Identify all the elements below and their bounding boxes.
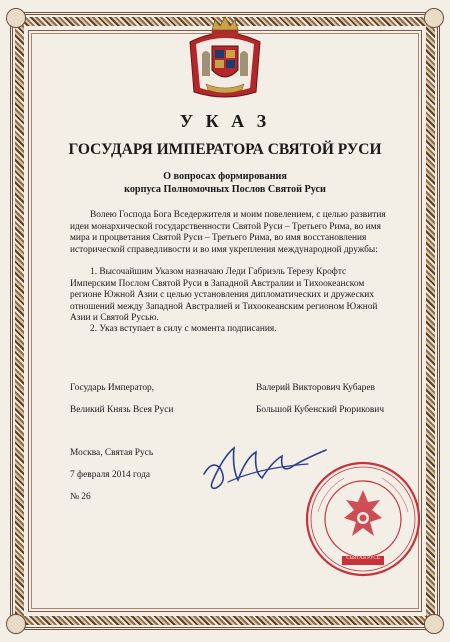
place-text: Москва, Святая Русь [70,448,154,458]
decree-title: У К А З [179,111,271,131]
date-text: 7 февраля 2014 года [70,470,151,480]
signatory-name-2: Большой Кубенский Рюрикович [256,405,385,415]
intro-line: Волею Господа Бога Вседержителя и моим повелением, с целью развития [90,210,386,220]
signatory-title-2: Великий Князь Всея Руси [70,405,174,415]
seal-caption: СВЯТАЯ РУСЬ [346,556,380,561]
decree-subtitle: ГОСУДАРЯ ИМПЕРАТОРА СВЯТОЙ РУСИ [68,141,382,158]
corner-ornament-top-right [424,8,444,28]
corner-ornament-top-left [6,8,26,28]
item-1-line: отношений между Западной Австралией и Тихоокеанским регионом Южной [70,301,378,312]
subject-line-2: корпуса Полномочных Послов Святой Руси [124,184,326,195]
signatory-title-1: Государь Император, [70,383,155,393]
item-2-line: 2. Указ вступает в силу с момента подписания. [90,324,277,334]
decree-number: № 26 [70,492,91,502]
subject-line-1: О вопросах формирования [163,171,287,182]
signatory-name: Валерий Викторович Кубарев [256,383,375,393]
corner-ornament-bottom-right [424,614,444,634]
item-1-line: 1. Высочайшим Указом назначаю Леди Габриэль Терезу Крофтс [90,267,347,277]
intro-line: исторической справедливости и во имя укрепления международной дружбы: [70,244,378,255]
item-1-line: Имперским Послом Святой Руси в Западной Австралии и Тихоокеанском [70,278,365,289]
item-1-line: Азии и Святой Русью. [70,313,159,323]
item-1-paragraph [70,267,400,325]
coat-of-arms-icon [184,14,266,104]
intro-line: мира и процветания Святой Руси – Третьего Рима, во имя восстановления [70,233,367,243]
intro-paragraph [70,210,400,256]
corner-ornament-bottom-left [6,614,26,634]
item-2-paragraph [70,324,400,336]
item-1-line: регионе Южной Азии с целью установления дипломатических и дружеских [70,290,375,300]
intro-line: идеи монархической государственности Святой Руси – Третьего Рима, во имя [70,221,381,232]
decree-subject [0,170,450,196]
